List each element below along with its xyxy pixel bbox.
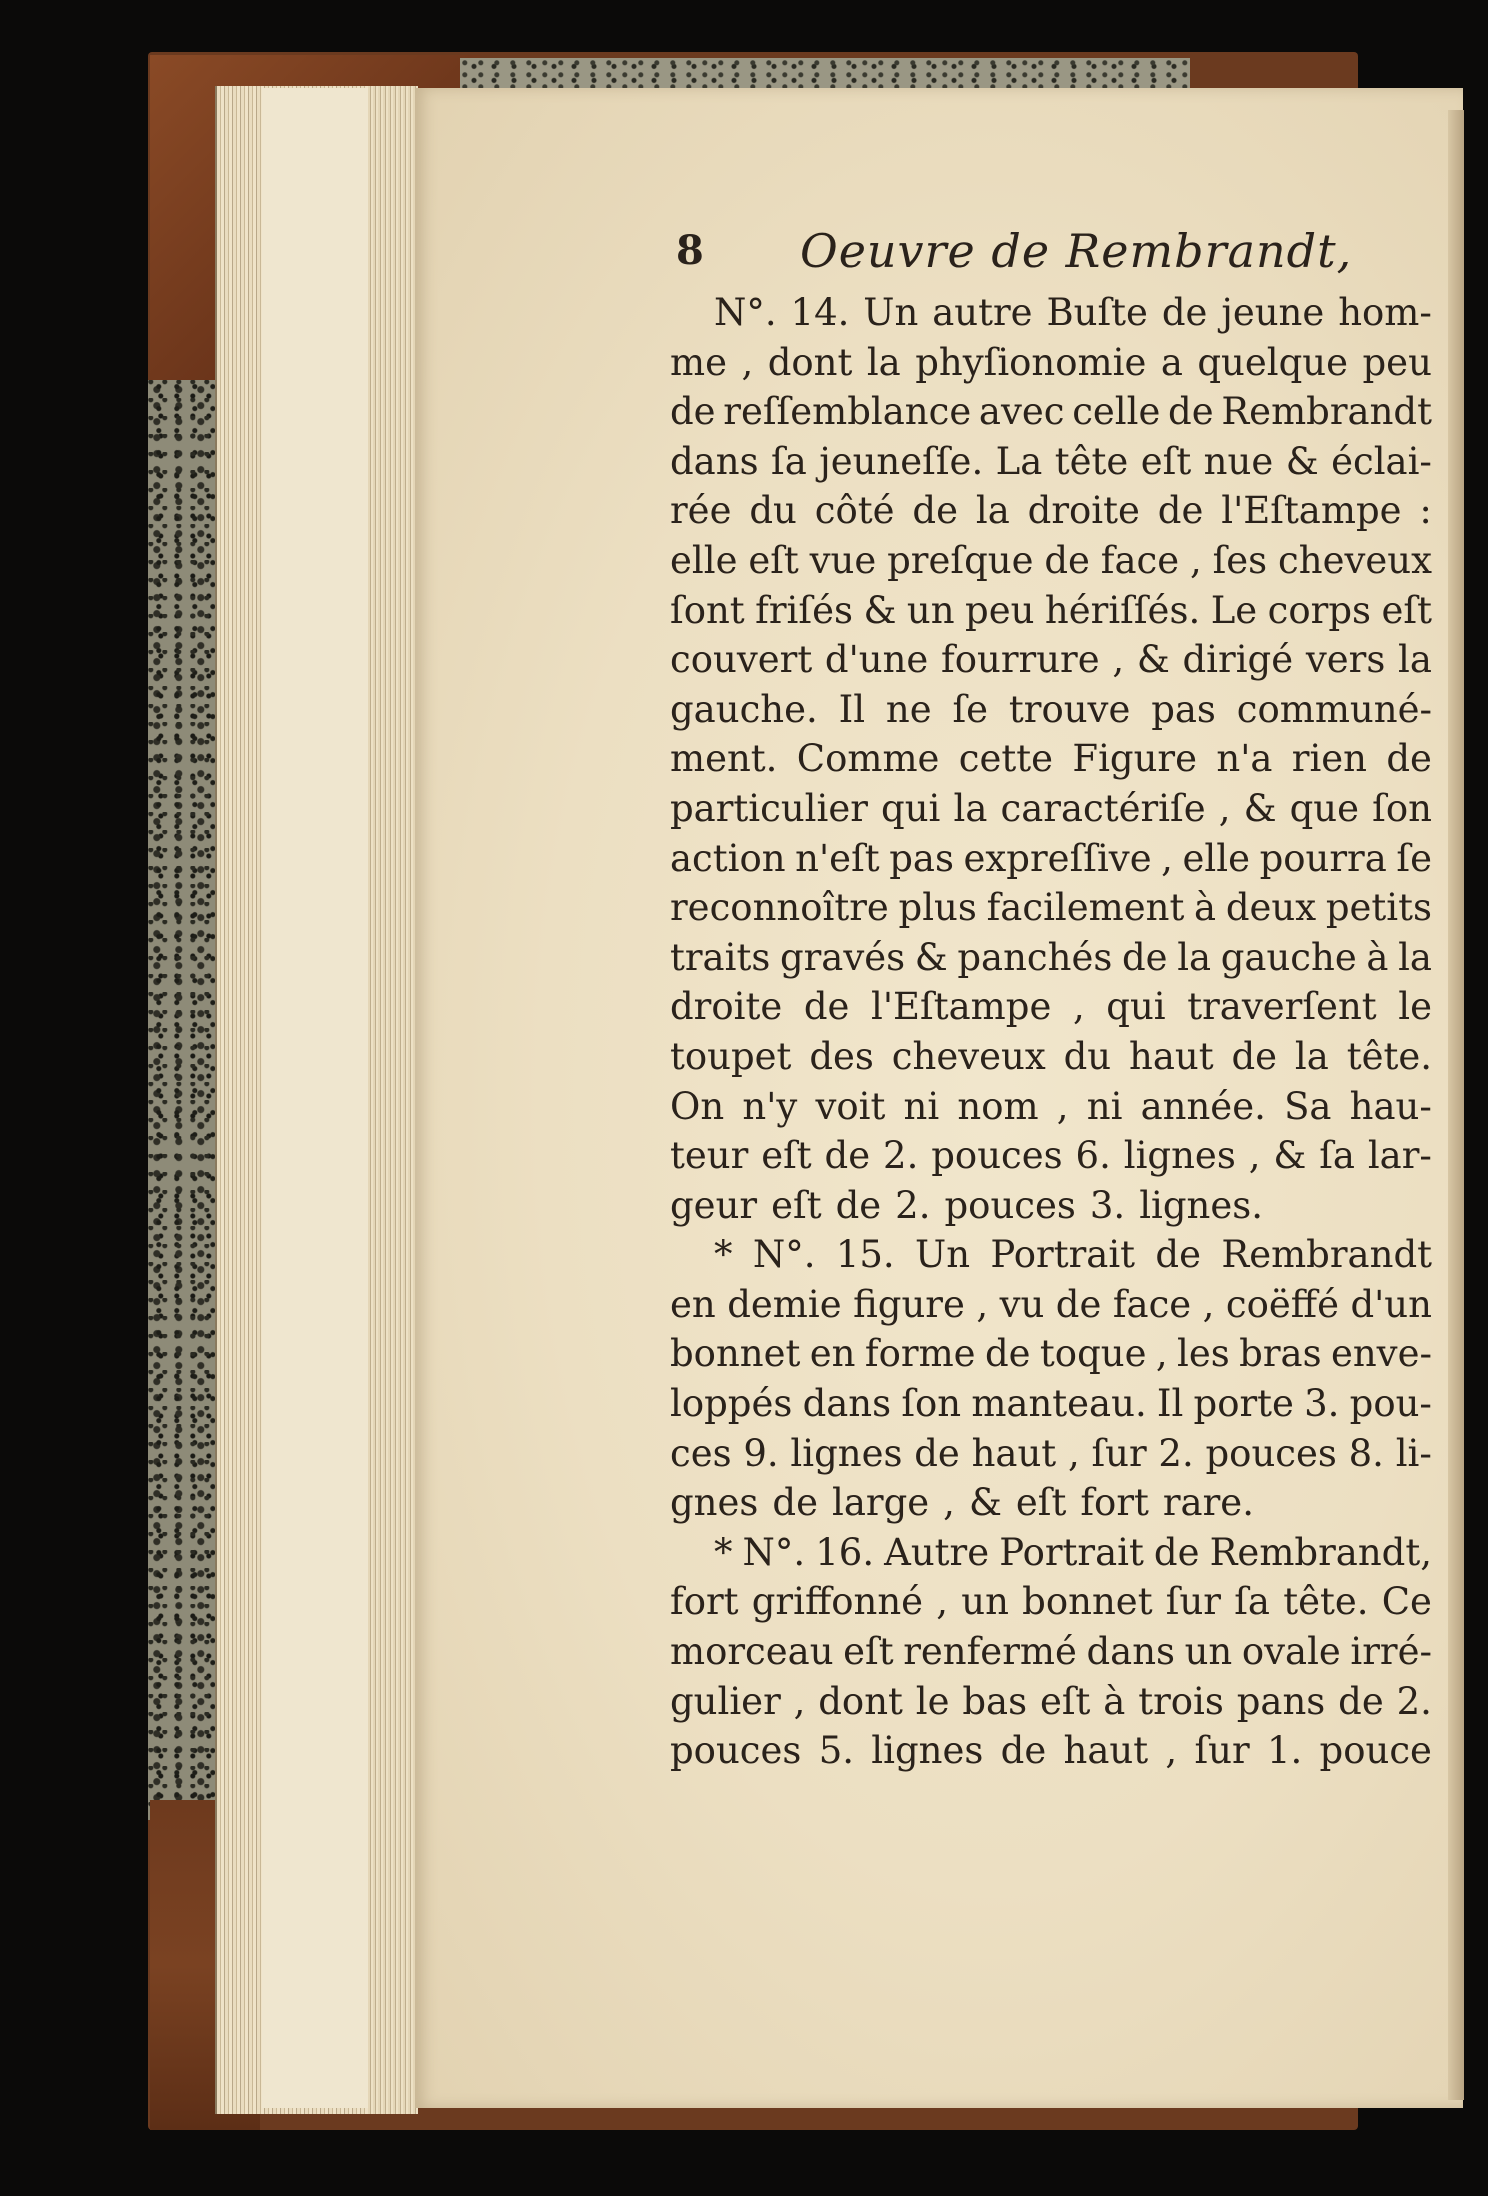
word: ſe (1396, 836, 1432, 880)
word: face (1100, 538, 1180, 582)
word: des (809, 1034, 874, 1078)
text-line (670, 1627, 1432, 1677)
text-line (670, 1726, 1432, 1776)
word: elle (1182, 836, 1250, 880)
word: ſe (952, 687, 989, 731)
word: gauche. (670, 687, 818, 731)
word: haut (1128, 1034, 1214, 1078)
word: , (1189, 538, 1202, 582)
word: panchés (957, 935, 1113, 979)
word: N°. (742, 1530, 806, 1574)
word: ſon (901, 1382, 962, 1426)
word: , (1056, 1084, 1069, 1128)
word: ni (1086, 1084, 1123, 1128)
word: , (1155, 1332, 1168, 1376)
word: cheveux (1278, 538, 1432, 582)
word: peu (965, 588, 1035, 632)
word: , (793, 1679, 806, 1723)
word: tête (1054, 439, 1129, 483)
word: tête. (1346, 1034, 1432, 1078)
word: pouces (944, 1183, 1076, 1227)
text-line (670, 338, 1432, 388)
word: de (984, 1332, 1031, 1376)
word: ovale (1241, 1630, 1341, 1674)
word: la (953, 786, 988, 830)
word: un (906, 588, 955, 632)
word: Un (863, 291, 919, 334)
word: bas (962, 1679, 1028, 1723)
word: la (975, 489, 1010, 533)
word: la (1398, 638, 1432, 682)
word: : (1419, 489, 1432, 533)
word: pas (1151, 687, 1216, 731)
word: de (1044, 538, 1090, 582)
word: dans (1086, 1630, 1176, 1674)
word: ſes (1212, 538, 1268, 582)
word: dans (670, 439, 759, 483)
word: la (1177, 935, 1212, 979)
word: voit (815, 1084, 886, 1128)
word: li- (1395, 1431, 1432, 1475)
word: 15. (835, 1233, 895, 1277)
word: corps (1267, 588, 1371, 632)
word: rée (670, 489, 732, 533)
word: de (772, 1481, 818, 1525)
word: eſt (1140, 439, 1192, 483)
word: ſur (1194, 1729, 1250, 1773)
word: , (1202, 1282, 1215, 1326)
text-line (670, 1181, 1432, 1231)
word: elle (670, 538, 738, 582)
text-line (670, 536, 1432, 586)
word: , (741, 340, 754, 384)
word: de (1161, 291, 1208, 334)
word: , (1072, 985, 1085, 1029)
word: expreſſive (963, 836, 1152, 880)
text-line (670, 1379, 1432, 1429)
word: de (1168, 390, 1214, 434)
word: nue (1203, 439, 1274, 483)
word: & (914, 935, 948, 979)
page-number: 8 (676, 227, 704, 274)
word: haut (971, 1431, 1057, 1475)
word: & (1285, 439, 1319, 483)
word: les (1177, 1332, 1230, 1376)
word: hériſſés. (1044, 588, 1201, 632)
word: teur (670, 1134, 749, 1178)
word: & (1243, 786, 1277, 830)
word: , (936, 1580, 949, 1624)
word: , (1218, 786, 1231, 830)
word: d'une (824, 638, 929, 682)
word: l'Eſtampe (1221, 489, 1402, 533)
word: coëffé (1225, 1282, 1339, 1326)
word: vers (1305, 638, 1386, 682)
word: lar- (1367, 1134, 1432, 1178)
word: eſt (1015, 1481, 1067, 1525)
text-line (670, 1528, 1432, 1578)
word: dans (802, 1382, 892, 1426)
word: 5. (818, 1729, 854, 1773)
text-line (670, 1677, 1432, 1727)
word: 2. (1158, 1431, 1194, 1475)
word: eſt (843, 1630, 894, 1674)
word: éclai- (1331, 439, 1432, 483)
word: en (670, 1282, 716, 1326)
text-line (670, 834, 1432, 884)
word: Il (838, 687, 866, 731)
word: , (1112, 638, 1125, 682)
word: , (1248, 1134, 1261, 1178)
word: toque (1039, 1332, 1147, 1376)
word: 3. (1304, 1382, 1340, 1426)
word: gravés (779, 935, 906, 979)
word: rien (1291, 737, 1368, 781)
word: autre (932, 291, 1033, 334)
word: Il (1156, 1382, 1184, 1426)
word: Portrait (990, 1233, 1136, 1277)
word: Autre (884, 1530, 990, 1574)
word: de (1155, 1233, 1201, 1277)
text-line (670, 437, 1432, 487)
word: gauche (1220, 935, 1357, 979)
text-line (670, 1230, 1432, 1280)
text-line (670, 486, 1432, 536)
word: de (824, 1134, 871, 1178)
word: & (968, 1481, 1002, 1525)
word: caractériſe (1000, 786, 1206, 830)
text-line (670, 288, 1432, 338)
word: gulier (670, 1679, 781, 1723)
word: 16. (815, 1530, 875, 1574)
word: celle (1072, 390, 1161, 434)
word: facilement (986, 886, 1185, 930)
word: avec (978, 390, 1065, 434)
word: 14. (790, 291, 850, 334)
word: ne (885, 687, 932, 731)
word: friſés (755, 588, 853, 632)
word: Figure (1072, 737, 1198, 781)
text-line (670, 1032, 1432, 1082)
word: traverſent (1187, 985, 1377, 1029)
word: fort (1080, 1481, 1149, 1525)
text-line (670, 1577, 1432, 1627)
word: lignes (1123, 1134, 1236, 1178)
word: forme (864, 1332, 976, 1376)
word: On (670, 1084, 725, 1128)
word: de (1000, 1729, 1047, 1773)
word: demie (727, 1282, 842, 1326)
word: pans (1236, 1679, 1326, 1723)
word: plus (898, 886, 977, 930)
word: quelque (1197, 340, 1349, 384)
word: petits (1325, 886, 1432, 930)
word: tête. (1283, 1580, 1369, 1624)
word: eſt (748, 538, 799, 582)
word: du (1063, 1034, 1112, 1078)
word: trouve (1008, 687, 1131, 731)
page-edges-gutter (368, 86, 418, 2114)
word: à (1103, 1679, 1126, 1723)
word: fourrure (941, 638, 1100, 682)
word: gnes (670, 1481, 759, 1525)
word: communé- (1236, 687, 1432, 731)
word: Rembrandt (1221, 1233, 1432, 1277)
word: nom (957, 1084, 1039, 1128)
word: & (863, 588, 897, 632)
word: 9. (743, 1431, 779, 1475)
word: ſur (1165, 1580, 1221, 1624)
word: ni (903, 1084, 940, 1128)
word: de (1386, 737, 1432, 781)
word: & (1273, 1134, 1307, 1178)
flyleaf (262, 88, 372, 2108)
word: eſt (761, 1134, 812, 1178)
word: de (803, 985, 850, 1029)
word: large (832, 1481, 930, 1525)
word: traits (670, 935, 771, 979)
word: Buſte (1046, 291, 1148, 334)
text-line (670, 1131, 1432, 1181)
word: la (866, 340, 901, 384)
word: reconnoître (670, 886, 889, 930)
body-text (670, 288, 1432, 1776)
word: dont (818, 1679, 903, 1723)
word: à (1194, 886, 1217, 930)
word: de (914, 1431, 960, 1475)
word: hau- (1349, 1084, 1432, 1128)
word: griffonné (751, 1580, 924, 1624)
word: un (961, 1580, 1009, 1624)
word: , (1067, 1431, 1080, 1475)
word: l'Eſtampe (871, 985, 1052, 1029)
word: droite (670, 985, 783, 1029)
word: bonnet (1022, 1580, 1153, 1624)
word: pou- (1349, 1382, 1432, 1426)
word: cheveux (891, 1034, 1046, 1078)
word: 2. (1396, 1679, 1432, 1723)
word: eſt (771, 1183, 822, 1227)
word: année. (1140, 1084, 1266, 1128)
word: vue (809, 538, 877, 582)
word: lignes (871, 1729, 984, 1773)
text-line (670, 883, 1432, 933)
word: Rembrandt (1221, 390, 1432, 434)
word: n'eſt (795, 836, 880, 880)
text-line (670, 933, 1432, 983)
word: du (749, 489, 797, 533)
word: eſt (1381, 588, 1432, 632)
text-line (670, 982, 1432, 1032)
word: un (1184, 1630, 1233, 1674)
word: ſa (1234, 1580, 1270, 1624)
word: fort (670, 1580, 739, 1624)
word: particulier (670, 786, 868, 830)
word: irré- (1350, 1630, 1432, 1674)
word: porte (1193, 1382, 1294, 1426)
word: côté (814, 489, 895, 533)
word: ſur (1091, 1431, 1147, 1475)
word: * (714, 1233, 733, 1277)
text-block (670, 222, 1432, 1776)
word: couvert (670, 638, 813, 682)
word: pourra (1259, 836, 1387, 880)
text-line (670, 1082, 1432, 1132)
word: morceau (670, 1630, 834, 1674)
word: pouces (1205, 1431, 1337, 1475)
text-line (670, 1329, 1432, 1379)
word: n'a (1216, 737, 1273, 781)
word: reſſemblance (723, 390, 972, 434)
word: La (995, 439, 1043, 483)
word: Un (915, 1233, 971, 1277)
word: droite (1027, 489, 1140, 533)
word: la (1398, 935, 1432, 979)
word: de (912, 489, 958, 533)
word: N°. (714, 291, 777, 334)
page-fore-edge (1448, 110, 1464, 2100)
word: qui (1106, 985, 1166, 1029)
word: pouces (670, 1729, 802, 1773)
word: pouce (1319, 1729, 1432, 1773)
word: Ce (1381, 1580, 1432, 1624)
word: manteau. (971, 1382, 1147, 1426)
word: deux (1225, 886, 1317, 930)
text-line (670, 734, 1432, 784)
word: , (1161, 836, 1173, 880)
word: phyſionomie (915, 340, 1147, 384)
word: Le (1210, 588, 1258, 632)
running-head (670, 222, 1432, 280)
word: toupet (670, 1034, 792, 1078)
word: n'y (742, 1084, 798, 1128)
word: de (1157, 489, 1204, 533)
word: , (943, 1481, 955, 1525)
word: face (1112, 1282, 1192, 1326)
word: de (1121, 935, 1168, 979)
word: Comme (796, 737, 940, 781)
word: geur (670, 1183, 758, 1227)
word: cette (958, 737, 1054, 781)
word: dirigé (1182, 638, 1294, 682)
word: Rembrandt, (1209, 1530, 1432, 1574)
word: jeune (1221, 291, 1325, 334)
word: lignes (790, 1431, 903, 1475)
word: N°. (752, 1233, 816, 1277)
word: 3. (1089, 1183, 1126, 1227)
word: à (1366, 935, 1389, 979)
word: , (976, 1282, 989, 1326)
word: de (835, 1183, 882, 1227)
word: rare. (1162, 1481, 1254, 1525)
word: qui (881, 786, 941, 830)
word: haut (1063, 1729, 1149, 1773)
word: jeuneſſe. (819, 439, 984, 483)
text-line (670, 635, 1432, 685)
word: ſa (1319, 1134, 1355, 1178)
word: 1. (1266, 1729, 1303, 1773)
word: * (714, 1530, 733, 1574)
word: ſa (771, 439, 807, 483)
text-line (670, 1478, 1432, 1528)
word: enve- (1330, 1332, 1432, 1376)
word: que (1289, 786, 1360, 830)
word: la (1294, 1034, 1329, 1078)
word: de (1338, 1679, 1384, 1723)
text-line (670, 685, 1432, 735)
word: 6. (1075, 1134, 1111, 1178)
word: ces (670, 1431, 732, 1475)
word: trois (1138, 1679, 1224, 1723)
word: en (809, 1332, 856, 1376)
word: ſont (670, 588, 745, 632)
word: renfermé (903, 1630, 1077, 1674)
word: de (1153, 1530, 1200, 1574)
word: Portrait (999, 1530, 1144, 1574)
text-line (670, 1280, 1432, 1330)
word: eſt (1039, 1679, 1091, 1723)
word: Sa (1284, 1084, 1332, 1128)
word: a (1160, 340, 1183, 384)
word: vu (999, 1282, 1045, 1326)
running-head-title: Oeuvre de Rembrandt, (800, 224, 1353, 278)
word: preſque (887, 538, 1034, 582)
word: action (670, 836, 786, 880)
word: lignes. (1139, 1183, 1264, 1227)
word: hom- (1338, 291, 1432, 334)
text-line (670, 784, 1432, 834)
text-line (670, 1429, 1432, 1479)
word: , (1165, 1729, 1178, 1773)
text-line (670, 586, 1432, 636)
word: ſon (1372, 786, 1432, 830)
word: de (1231, 1034, 1278, 1078)
word: ment. (670, 737, 778, 781)
word: dont (767, 340, 853, 384)
word: & (1136, 638, 1170, 682)
word: de (670, 390, 716, 434)
word: me (670, 340, 727, 384)
word: pas (889, 836, 954, 880)
word: bras (1239, 1332, 1322, 1376)
word: 2. (895, 1183, 931, 1227)
word: bonnet (670, 1332, 801, 1376)
word: figure (853, 1282, 965, 1326)
word: le (1398, 985, 1432, 1029)
word: 2. (883, 1134, 919, 1178)
word: le (915, 1679, 950, 1723)
word: d'un (1350, 1282, 1432, 1326)
word: peu (1362, 340, 1432, 384)
word: loppés (670, 1382, 793, 1426)
word: de (1055, 1282, 1102, 1326)
text-line (670, 387, 1432, 437)
word: pouces (931, 1134, 1063, 1178)
word: 8. (1348, 1431, 1384, 1475)
